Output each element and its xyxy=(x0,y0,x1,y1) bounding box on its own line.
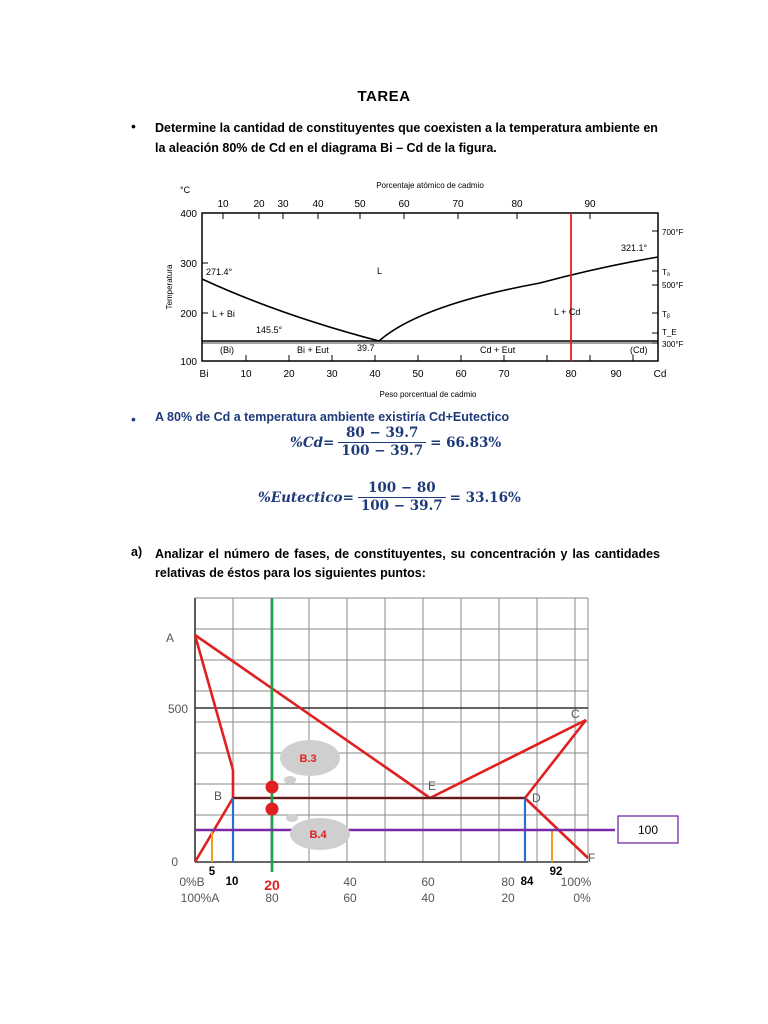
svg-text:400: 400 xyxy=(180,209,197,220)
svg-text:70: 70 xyxy=(498,369,510,380)
bullet: • xyxy=(131,411,136,427)
question-label: a) xyxy=(131,545,143,559)
point-b3 xyxy=(266,781,279,794)
svg-text:Tᵦ: Tᵦ xyxy=(662,310,670,319)
svg-text:Bi: Bi xyxy=(199,369,209,380)
cloud-b4 xyxy=(286,814,350,850)
question-text: Analizar el número de fases, de constituyentes, su concentración y las cantidades relativas de éstos para los siguientes puntos: xyxy=(155,547,660,580)
svg-text:20: 20 xyxy=(283,369,295,380)
svg-text:200: 200 xyxy=(180,309,197,320)
grid-phase-diagram xyxy=(150,590,690,910)
bottom-axis-title: Peso porcentual de cadmio xyxy=(379,390,477,399)
svg-text:B.4: B.4 xyxy=(309,829,327,841)
svg-text:Bi + Eut: Bi + Eut xyxy=(297,345,329,355)
svg-text:80: 80 xyxy=(265,891,279,905)
svg-text:100%: 100% xyxy=(560,875,592,889)
bullet: • xyxy=(131,118,136,134)
svg-text:10: 10 xyxy=(240,369,252,380)
equation-cd: %Cd = $\frac{80 - 39.7}{100 - 39.7}$ = 66.83% xyxy=(290,425,502,459)
svg-text:L: L xyxy=(377,266,383,276)
svg-text:40: 40 xyxy=(421,891,435,905)
cloud-b3 xyxy=(280,740,340,784)
answer-text: A 80% de Cd a temperatura ambiente existiría Cd+Eutectico xyxy=(155,410,510,424)
svg-text:700°F: 700°F xyxy=(662,228,684,237)
point-b4 xyxy=(266,803,279,816)
svg-text:B.3: B.3 xyxy=(299,753,317,765)
svg-text:100: 100 xyxy=(637,823,659,837)
svg-text:20: 20 xyxy=(501,891,515,905)
equation-eutectic: %Eutectico = $\frac{100 - 80}{100 - 39.7}$ = 33.16% xyxy=(258,480,521,514)
svg-text:L + Bi: L + Bi xyxy=(212,309,235,319)
svg-text:80: 80 xyxy=(501,875,515,889)
svg-text:10: 10 xyxy=(217,199,229,210)
svg-text:5: 5 xyxy=(208,866,216,878)
svg-text:80: 80 xyxy=(565,369,577,380)
svg-text:40: 40 xyxy=(369,369,381,380)
svg-text:50: 50 xyxy=(412,369,424,380)
svg-text:D: D xyxy=(532,791,541,805)
bi-cd-phase-diagram xyxy=(160,175,684,410)
intro-text: Determine la cantidad de constituyentes que coexisten a la temperatura ambiente en la aleación 80% de Cd en el diagrama Bi – Cd de la figura. xyxy=(155,121,658,155)
svg-text:60: 60 xyxy=(398,199,410,210)
svg-text:145.5°: 145.5° xyxy=(256,325,283,335)
svg-text:F: F xyxy=(588,851,596,865)
svg-text:300: 300 xyxy=(180,259,197,270)
svg-text:B: B xyxy=(214,789,223,803)
svg-text:321.1°: 321.1° xyxy=(621,243,648,253)
page-title: TAREA xyxy=(357,88,411,105)
svg-text:90: 90 xyxy=(584,199,596,210)
svg-text:Cd + Eut: Cd + Eut xyxy=(480,345,516,355)
svg-text:T_E: T_E xyxy=(662,328,677,337)
svg-text:20: 20 xyxy=(264,877,280,893)
svg-text:92: 92 xyxy=(549,866,563,878)
svg-text:Cd: Cd xyxy=(653,369,667,380)
svg-text:39.7: 39.7 xyxy=(357,343,375,353)
svg-text:(Bi): (Bi) xyxy=(220,345,234,355)
svg-text:500°F: 500°F xyxy=(662,281,684,290)
svg-text:80: 80 xyxy=(511,199,523,210)
svg-text:500: 500 xyxy=(167,702,188,716)
svg-text:90: 90 xyxy=(610,369,622,380)
svg-text:300°F: 300°F xyxy=(662,340,684,349)
svg-text:60: 60 xyxy=(455,369,467,380)
svg-text:C: C xyxy=(571,707,580,721)
svg-text:(Cd): (Cd) xyxy=(630,345,648,355)
svg-text:40: 40 xyxy=(312,199,324,210)
svg-text:50: 50 xyxy=(354,199,366,210)
svg-text:0%B: 0%B xyxy=(179,875,205,889)
svg-text:30: 30 xyxy=(277,199,289,210)
top-axis-title: Porcentaje atómico de cadmio xyxy=(376,181,484,190)
svg-text:60: 60 xyxy=(343,891,357,905)
y-axis-title: Temperatura xyxy=(165,264,174,310)
svg-text:84: 84 xyxy=(520,876,534,888)
svg-text:60: 60 xyxy=(421,875,435,889)
svg-text:0: 0 xyxy=(171,855,178,869)
svg-text:0%: 0% xyxy=(573,891,591,905)
svg-text:20: 20 xyxy=(253,199,265,210)
svg-text:100%A: 100%A xyxy=(180,891,220,905)
svg-text:10: 10 xyxy=(225,876,239,888)
svg-text:L + Cd: L + Cd xyxy=(554,307,581,317)
svg-text:A: A xyxy=(166,631,175,645)
svg-text:°C: °C xyxy=(180,185,191,195)
svg-text:40: 40 xyxy=(343,875,357,889)
svg-text:70: 70 xyxy=(452,199,464,210)
svg-text:E: E xyxy=(428,779,437,793)
svg-text:Tₐ: Tₐ xyxy=(662,268,670,277)
svg-text:100: 100 xyxy=(180,357,197,368)
svg-text:30: 30 xyxy=(326,369,338,380)
svg-text:271.4°: 271.4° xyxy=(206,267,233,277)
